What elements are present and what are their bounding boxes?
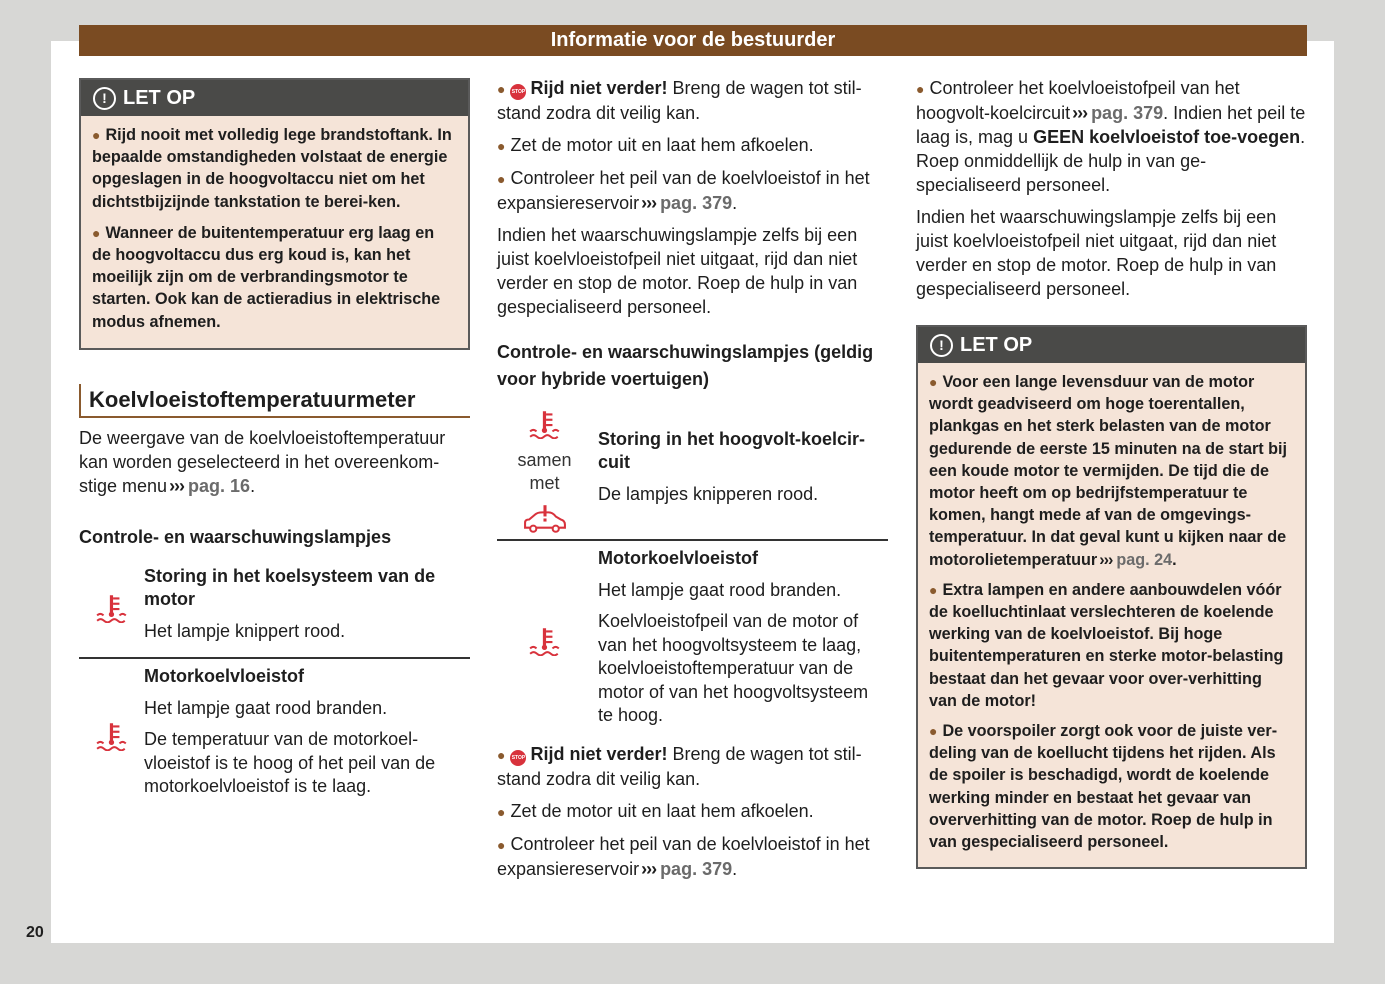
bullet-icon: ●	[497, 746, 506, 763]
lamp-description: Het lampje gaat rood branden.	[598, 579, 842, 600]
instruction-item: ● STOP Rijd niet verder! Breng de wagen tot stil-stand zodra dit veilig kan.	[497, 743, 862, 789]
subheading: Controle- en waarschuwingslampjes (geldig voor hybride voertuigen)	[497, 342, 874, 389]
bullet-icon: ●	[497, 171, 506, 187]
lamp-title: Storing in het hoogvolt-koelcir-cuit	[598, 428, 865, 473]
bullet-icon: ●	[929, 723, 938, 740]
lamp-description: Het lampje knippert rood.	[144, 620, 346, 641]
bullet-icon: ●	[497, 138, 506, 154]
combined-with-label: samen met	[517, 450, 572, 493]
caution-box-header	[81, 80, 468, 116]
lamp-description: Het lampje gaat rood branden.	[144, 697, 388, 718]
instruction-item: ● Zet de motor uit en laat hem afkoelen.	[497, 135, 814, 155]
caution-title: LET OP	[960, 333, 1033, 356]
coolant-temperature-icon	[528, 409, 562, 439]
caution-title: LET OP	[123, 86, 196, 109]
lamp-entry	[497, 541, 888, 742]
coolant-temperature-icon	[528, 626, 562, 656]
lamp-description: De lampjes knipperen rood.	[598, 483, 819, 504]
caution-item: ● Voor een lange levensduur van de motor wordt geadviseerd om hoge toerentallen, plankgas en het sterk belasten van de motor gedurende de eerste 15 minuten na de start bij een koude motor te vermijden. De tijd die de motor heeft om op bedrijfstemperatuur te komen, hangt mede af van de omgevings-temperatuur. In dat geval kunt u kijken naar de motorolietemperatuur ››› pag. 24.	[929, 373, 1288, 569]
page-header	[79, 25, 1307, 56]
bullet-icon: ●	[92, 127, 101, 143]
lamp-title: Motorkoelvloeistof	[144, 666, 305, 687]
bullet-icon: ●	[497, 81, 506, 97]
paragraph: Indien het waarschuwingslampje zelfs bij een juist koelvloeistofpeil niet uitgaat, rijd dan niet verder en stop de motor. Roep de hulp in van gespecialiseerd personeel.	[916, 207, 1277, 299]
cross-reference-arrows-icon: ›››	[641, 193, 657, 213]
instruction-item: ● STOP Rijd niet verder! Breng de wagen tot stil-stand zodra dit veilig kan.	[497, 78, 862, 123]
caution-item: ● Extra lampen en andere aanbouwdelen vóór de koelluchtinlaat verslechteren de koelende werking van de koelvloeistof. Bij hoge buitentemperaturen en sterke motor-belasting bestaat dan het gevaar voor over-verhitting van de motor!	[929, 580, 1284, 710]
exclamation-circle-icon: !	[93, 87, 116, 110]
lamp-entry	[79, 559, 470, 660]
column-left	[79, 78, 470, 813]
intro-paragraph: De weergave van de koelvloeistoftemperatuur kan worden geselecteerd in het overeenkom-stige menu ››› pag. 16.	[79, 427, 446, 496]
cross-reference-arrows-icon: ›››	[641, 858, 657, 879]
cross-reference-arrows-icon: ›››	[1072, 103, 1088, 123]
exclamation-circle-icon: !	[930, 334, 953, 357]
cross-reference-arrows-icon: ›››	[169, 475, 185, 496]
bullet-icon: ●	[916, 81, 925, 97]
page-link[interactable]: pag. 24	[1116, 550, 1173, 569]
page-link[interactable]: pag. 379	[660, 193, 733, 213]
lamp-description: De temperatuur van de motorkoel-vloeistof is te hoog of het peil van de motorkoelvloeistof is te laag.	[144, 729, 436, 797]
cross-reference-arrows-icon: ›››	[1099, 550, 1113, 569]
caution-box	[79, 78, 470, 350]
bullet-icon: ●	[92, 224, 101, 241]
column-middle	[497, 76, 888, 889]
bullet-icon: ●	[497, 836, 506, 853]
column-right	[916, 76, 1307, 869]
coolant-temperature-icon	[95, 721, 129, 751]
instruction-item: ● Controleer het koelvloeistofpeil van het hoogvolt-koelcircuit ››› pag. 379. Indien het peil te laag is, mag u GEEN koelvloeistof toe-voegen. Roep onmiddellijk de hulp in van ge-specialiseerd personeel.	[916, 78, 1306, 195]
lamp-entry	[79, 659, 470, 813]
coolant-temperature-icon	[95, 593, 129, 623]
instruction-item: ● Controleer het peil van de koelvloeistof in het expansiereservoir ››› pag. 379.	[497, 168, 870, 213]
lamp-title: Storing in het koelsysteem van de motor	[144, 565, 436, 610]
bullet-icon: ●	[929, 374, 938, 390]
subheading: Controle- en waarschuwingslampjes	[79, 526, 392, 547]
lamp-entry	[497, 403, 888, 541]
instruction-item: ● Controleer het peil van de koelvloeistof in het expansiereservoir ››› pag. 379.	[497, 833, 870, 879]
lamp-title: Motorkoelvloeistof	[598, 548, 759, 568]
section-title: Koelvloeistoftemperatuurmeter	[79, 384, 470, 418]
paragraph: Indien het waarschuwingslampje zelfs bij een juist koelvloeistofpeil niet uitgaat, rijd dan niet verder en stop de motor. Roep de hulp in van gespecialiseerd personeel.	[497, 225, 858, 317]
lamp-description: Koelvloeistofpeil van de motor of van het hoogvoltsysteem te laag, koelvloeistoftemperatuur van de motor of van het hoogvoltsysteem te hoog.	[598, 611, 869, 725]
caution-item: ● Rijd nooit met volledig lege brandstoftank. In bepaalde omstandigheden volstaat de energie opgeslagen in de hoogvoltaccu niet om het dichtstbijzijnde tankstation te berei-ken.	[92, 126, 452, 211]
car-warning-icon	[522, 505, 568, 533]
caution-box	[916, 325, 1307, 869]
stop-sign-icon: STOP	[510, 750, 526, 766]
page-link[interactable]: pag. 379	[660, 858, 733, 879]
instruction-item: ● Zet de motor uit en laat hem afkoelen.	[497, 800, 814, 821]
page-link[interactable]: pag. 16	[188, 475, 251, 496]
caution-item: ● Wanneer de buitentemperatuur erg laag en de hoogvoltaccu dus erg koud is, kan het moeilijk zijn om de verbrandingsmotor te starten. Ook kan de actieradius in elektrische modus afnemen.	[92, 223, 441, 331]
bullet-icon: ●	[929, 581, 938, 598]
bullet-icon: ●	[497, 803, 506, 820]
header-title: Informatie voor de bestuurder	[550, 29, 836, 51]
page-number: 20	[26, 924, 44, 941]
stop-sign-icon: STOP	[510, 84, 526, 100]
page-link[interactable]: pag. 379	[1091, 103, 1164, 123]
caution-box-header	[918, 327, 1305, 363]
caution-item: ● De voorspoiler zorgt ook voor de juiste ver-deling van de koellucht tijdens het rijden. Als de spoiler is beschadigd, wordt de koelende werking minder en bestaat het gevaar van oververhitting van de motor. Roep de hulp in van gespecialiseerd personeel.	[929, 722, 1278, 852]
